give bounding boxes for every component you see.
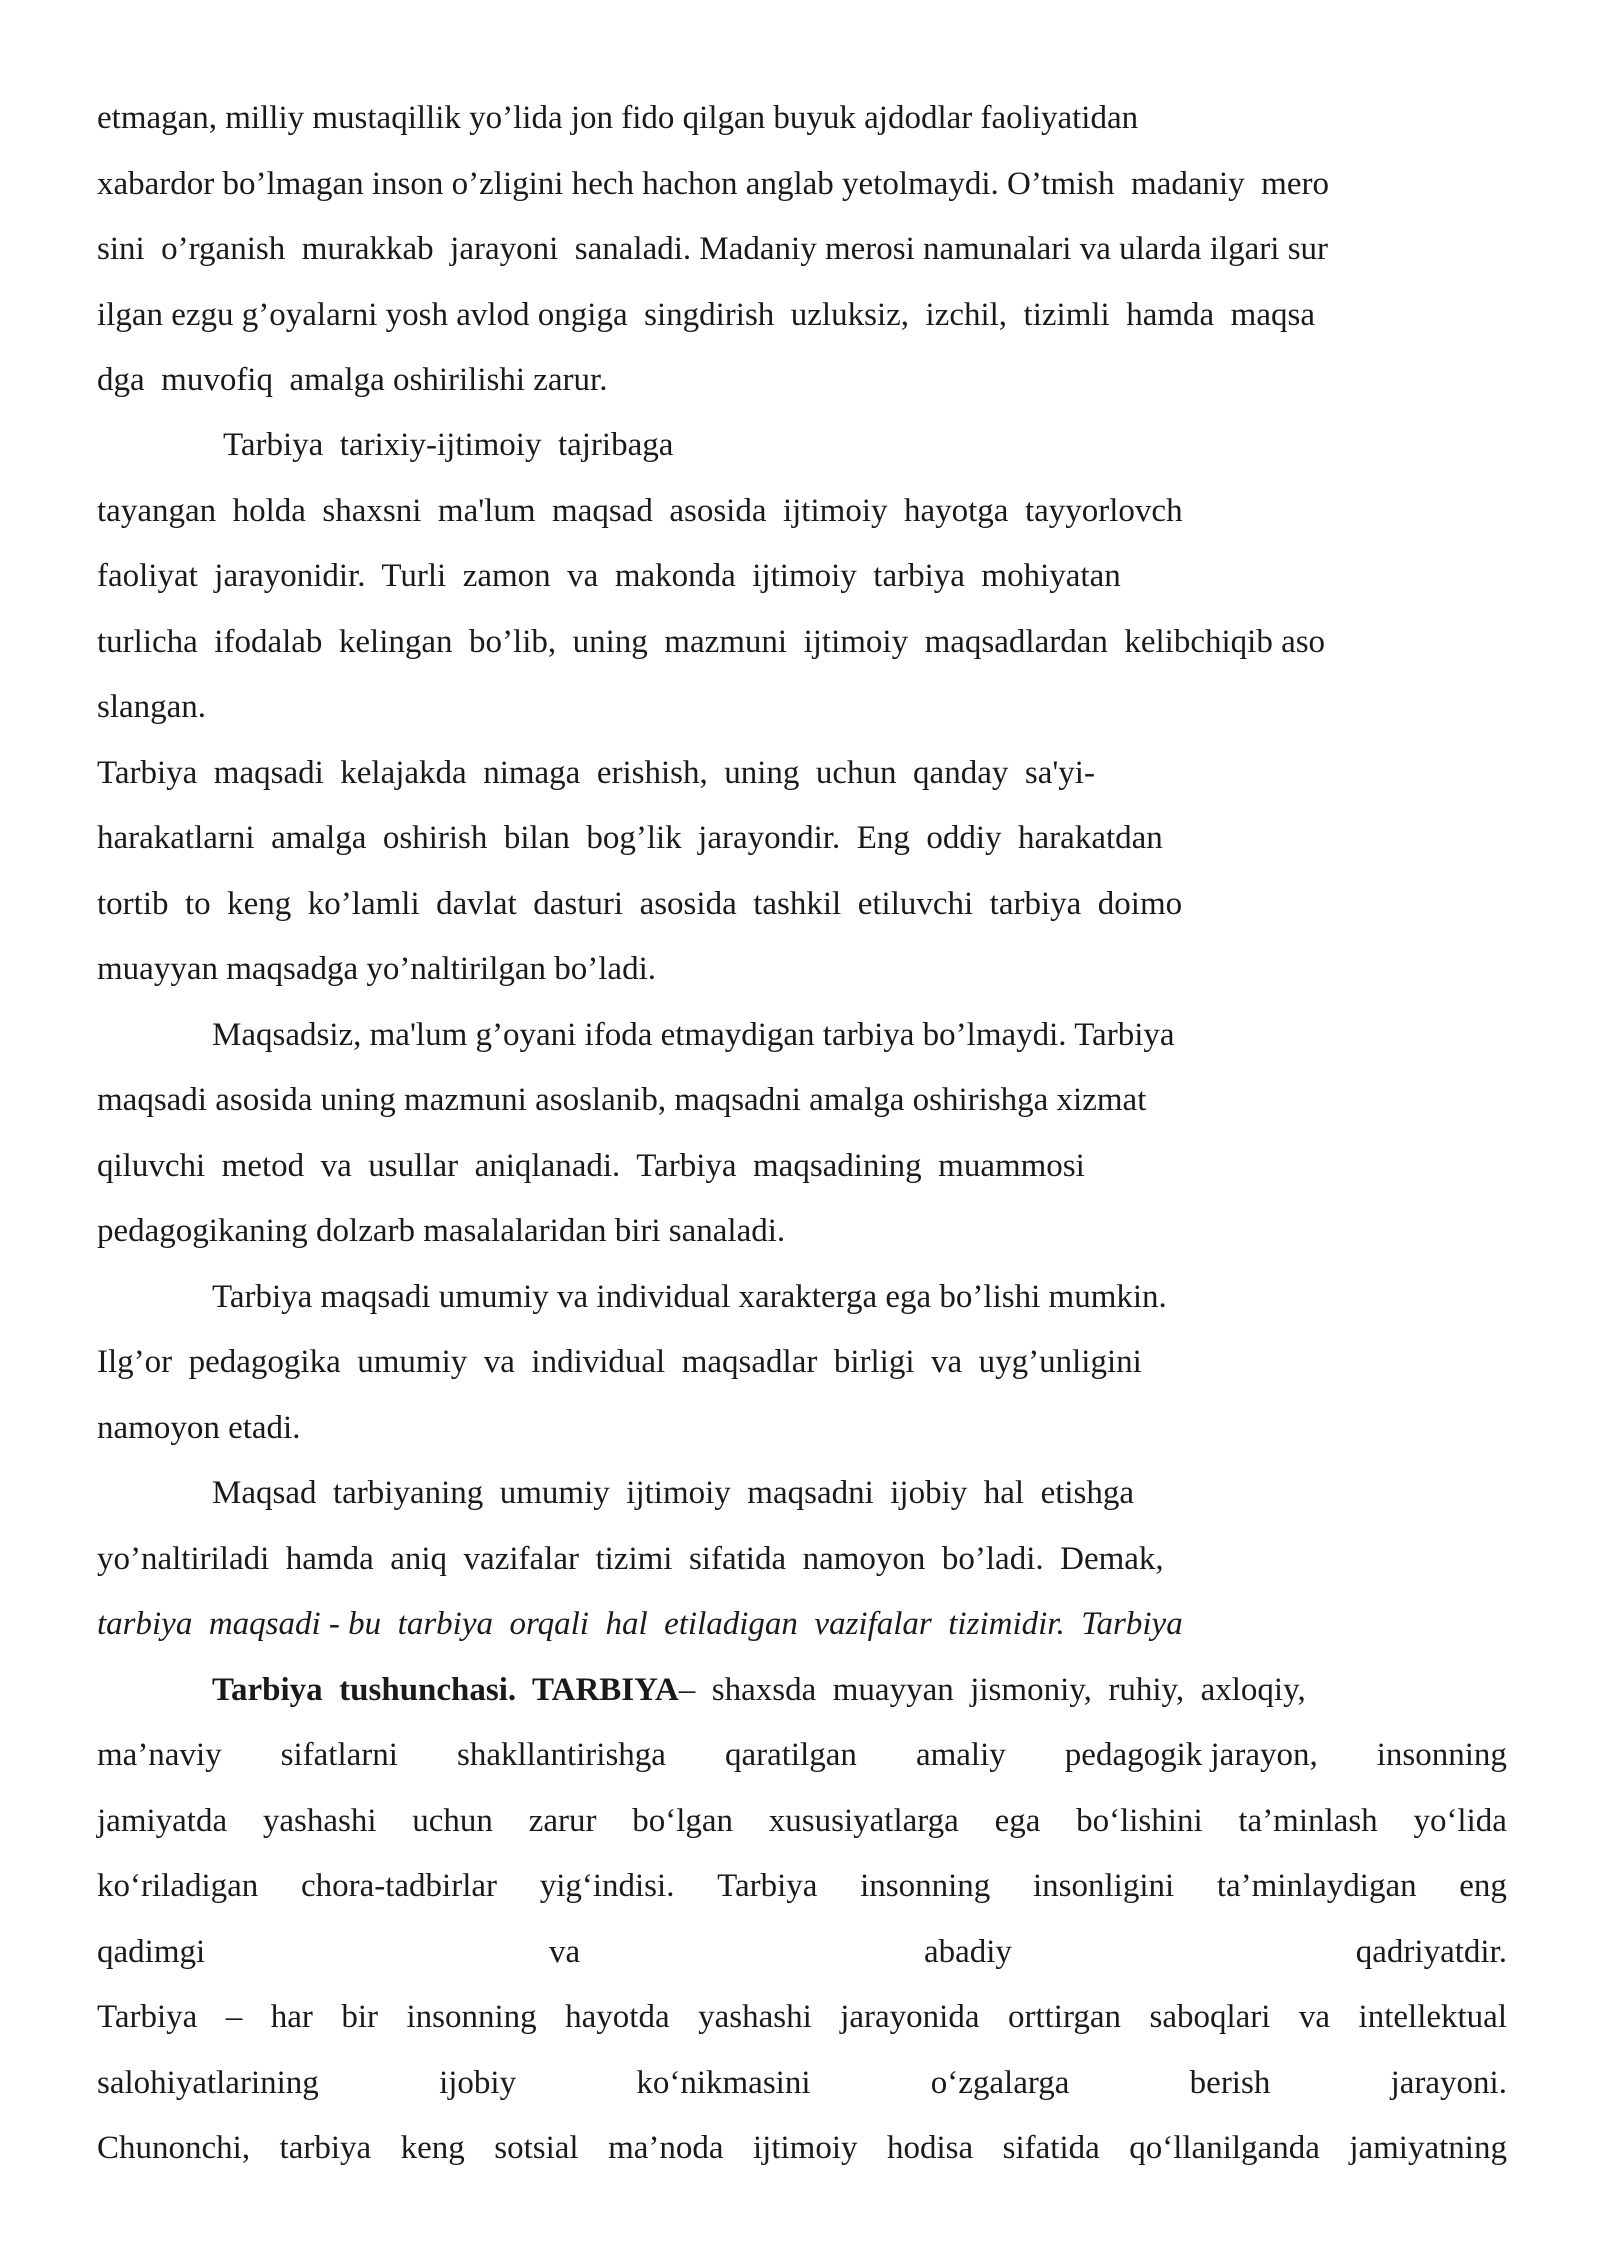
word: jarayonida <box>840 1999 980 2035</box>
text-line: tortib to keng ko’lamli davlat dasturi asosida tashkil etiluvchi tarbiya doimo <box>97 886 1183 922</box>
word: uchun <box>412 1803 493 1839</box>
justified-line <box>97 1723 1507 1789</box>
word: insonligini <box>1032 1868 1175 1904</box>
word: ma’noda <box>608 2130 724 2166</box>
word: insonning <box>860 1868 991 1904</box>
word: ma’naviy <box>97 1737 222 1773</box>
word: hayotda <box>565 1999 670 2035</box>
word: ko‘riladigan <box>97 1868 259 1904</box>
word: sotsial <box>494 2130 579 2166</box>
justified-line <box>97 1920 1507 1986</box>
word: ta’minlash <box>1238 1803 1378 1839</box>
word: ko‘nikmasini <box>636 2065 811 2101</box>
text-line: turlicha ifodalab kelingan bo’lib, uning mazmuni ijtimoiy maqsadlardan kelibchiqib aso <box>97 624 1326 660</box>
word: o‘zgalarga <box>930 2065 1070 2101</box>
text-line: xabardor bo’lmagan inson o’zligini hech hachon anglab yetolmaydi. O’tmish madaniy mero <box>97 166 1329 202</box>
word: shakllantirishga <box>456 1737 666 1773</box>
word: bir <box>341 1999 379 2035</box>
word: xususiyatlarga <box>768 1803 959 1839</box>
justified-line <box>97 2051 1507 2117</box>
word: amaliy <box>915 1737 1006 1773</box>
text-line: ilgan ezgu g’oyalarni yosh avlod ongiga singdirish uzluksiz, izchil, tizimli hamda maqsa <box>97 297 1315 333</box>
text-line: etmagan, milliy mustaqillik yo’lida jon fido qilgan buyuk ajdodlar faoliyatidan <box>97 100 1139 136</box>
word: yashashi <box>698 1999 812 2035</box>
word: ijobiy <box>439 2065 517 2101</box>
justified-line <box>97 2116 1507 2182</box>
text-line: Ilg’or pedagogika umumiy va individual maqsadlar birligi va uyg’unligini <box>97 1344 1142 1380</box>
word: ijtimoiy <box>753 2130 858 2166</box>
word: hodisa <box>886 2130 974 2166</box>
word: jarayoni. <box>1390 2065 1507 2101</box>
word: insonning <box>1376 1737 1507 1773</box>
text-line: qiluvchi metod va usullar aniqlanadi. Tarbiya maqsadining muammosi <box>97 1148 1085 1184</box>
word: yig‘indisi. <box>539 1868 675 1904</box>
text-line: Tarbiya tarixiy-ijtimoiy tajribaga <box>223 427 674 463</box>
text-line: yo’naltiriladi hamda aniq vazifalar tizimi sifatida namoyon bo’ladi. Demak, <box>97 1541 1164 1577</box>
word: va <box>548 1934 581 1970</box>
text-line: Maqsadsiz, ma'lum g’oyani ifoda etmaydigan tarbiya bo’lmaydi. Tarbiya <box>212 1017 1175 1053</box>
text-line: faoliyat jarayonidir. Turli zamon va makonda ijtimoiy tarbiya mohiyatan <box>97 558 1121 594</box>
italic-text-line: tarbiya maqsadi - bu tarbiya orqali hal etiladigan vazifalar tizimidir. Tarbiya <box>97 1606 1183 1642</box>
word: pedagogik jarayon, <box>1064 1737 1318 1773</box>
text-line: Maqsad tarbiyaning umumiy ijtimoiy maqsadni ijobiy hal etishga <box>212 1475 1135 1511</box>
word: berish <box>1189 2065 1271 2101</box>
word: Tarbiya <box>97 1999 198 2035</box>
justified-line <box>97 1854 1507 1920</box>
word: yashashi <box>262 1803 377 1839</box>
word: eng <box>1459 1868 1507 1904</box>
justified-line <box>97 1985 1507 2051</box>
word: har <box>270 1999 313 2035</box>
word: bo‘lishini <box>1076 1803 1203 1839</box>
word: va <box>1298 1999 1331 2035</box>
word: Tarbiya <box>717 1868 818 1904</box>
word: jamiyatda <box>97 1803 228 1839</box>
word: insonning <box>406 1999 537 2035</box>
definition-heading: Tarbiya tushunchasi. TARBIYA <box>212 1672 679 1708</box>
text-line: Tarbiya maqsadi kelajakda nimaga erishish, uning uchun qanday sa'yi- <box>97 755 1095 791</box>
definition-heading-rest: – shaxsda muayyan jismoniy, ruhiy, axloqiy, <box>678 1672 1306 1708</box>
text-line: muayyan maqsadga yo’naltirilgan bo’ladi. <box>97 951 657 987</box>
word: saboqlari <box>1149 1999 1271 2035</box>
text-line: dga muvofiq amalga oshirilishi zarur. <box>97 362 608 398</box>
word: intellektual <box>1358 1999 1507 2035</box>
word: ta’minlaydigan <box>1216 1868 1417 1904</box>
text-line: harakatlarni amalga oshirish bilan bog’lik jarayondir. Eng oddiy harakatdan <box>97 820 1163 856</box>
text-line: Tarbiya maqsadi umumiy va individual xarakterga ega bo’lishi mumkin. <box>212 1279 1167 1315</box>
text-line: maqsadi asosida uning mazmuni asoslanib, maqsadni amalga oshirishga xizmat <box>97 1082 1147 1118</box>
word: sifatida <box>1002 2130 1100 2166</box>
text-line: tayangan holda shaxsni ma'lum maqsad asosida ijtimoiy hayotga tayyorlovch <box>97 493 1183 529</box>
text-line: pedagogikaning dolzarb masalalaridan biri sanaladi. <box>97 1213 786 1249</box>
word: keng <box>400 2130 465 2166</box>
justified-line <box>97 1789 1507 1855</box>
word: orttirgan <box>1007 1999 1122 2035</box>
word: jamiyatning <box>1349 2130 1507 2166</box>
word: sifatlarni <box>280 1737 398 1773</box>
word: abadiy <box>923 1934 1012 1970</box>
word: qadimgi <box>97 1934 206 1970</box>
text-line: namoyon etadi. <box>97 1410 301 1446</box>
text-line: slangan. <box>97 689 207 725</box>
word: – <box>225 1999 243 2035</box>
word: qadriyatdir. <box>1355 1934 1507 1970</box>
word: yo‘lida <box>1413 1803 1507 1839</box>
word: bo‘lgan <box>632 1803 734 1839</box>
word: qo‘llanilganda <box>1129 2130 1320 2166</box>
word: chora-tadbirlar <box>300 1868 498 1904</box>
definition-heading-line <box>212 1658 1600 1724</box>
text-line: sini o’rganish murakkab jarayoni sanaladi. Madaniy merosi namunalari va ularda ilgari sur <box>97 231 1329 267</box>
word: qaratilgan <box>724 1737 857 1773</box>
word: salohiyatlarining <box>97 2065 319 2101</box>
word: Chunonchi, <box>97 2130 251 2166</box>
word: tarbiya <box>279 2130 372 2166</box>
word: ega <box>994 1803 1041 1839</box>
word: zarur <box>528 1803 597 1839</box>
